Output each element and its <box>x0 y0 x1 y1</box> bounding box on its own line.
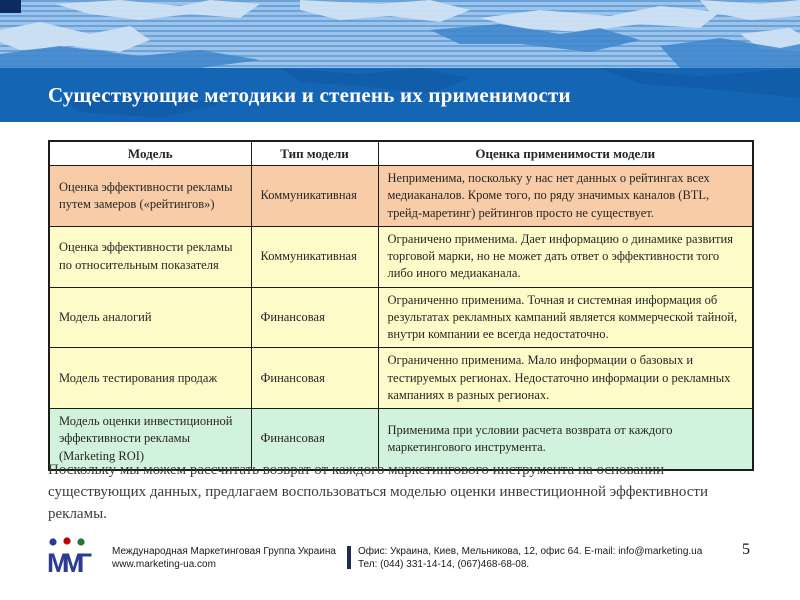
company-website: www.marketing-ua.com <box>112 559 216 570</box>
company-block <box>112 545 336 571</box>
cell-type: Финансовая <box>251 287 378 348</box>
office-address: Офис: Украина, Киев, Мельникова, 12, офис 64. E-mail: info@marketing.ua <box>358 546 703 557</box>
cell-assessment: Ограниченно применима. Точная и системная информация об результатах рекламных кампаний является коммерческой тайной, внутри компании ее всегда недостаточно. <box>378 287 753 348</box>
cell-type: Коммуникативная <box>251 166 378 227</box>
world-map-graphic <box>0 0 800 68</box>
cell-type: Финансовая <box>251 348 378 409</box>
cell-type: Коммуникативная <box>251 226 378 287</box>
mmg-logo <box>46 536 94 578</box>
table-row <box>49 348 753 409</box>
col-header-assessment: Оценка применимости модели <box>378 141 753 166</box>
page-number: 5 <box>742 541 750 558</box>
logo-dot-red <box>63 537 70 544</box>
cell-assessment: Ограничено применима. Дает информацию о динамике развития торговой марки, но не может дать ответ о эффективности того либо иного медиаканала. <box>378 226 753 287</box>
header-world-map <box>0 0 800 68</box>
logo-letters: ММГ <box>47 548 92 578</box>
page-title: Существующие методики и степень их применимости <box>48 82 571 107</box>
company-name: Международная Маркетинговая Группа Украина <box>112 546 336 557</box>
conclusion-paragraph: Поскольку мы можем рассчитать возврат от каждого маркетингового инструмента на основании существующих данных, предлагаем воспользоваться моделью оценки инвестиционной эффективности рекламы. <box>48 462 708 523</box>
cell-assessment: Ограниченно применима. Мало информации о базовых и тестируемых регионах. Недостаточно информации о рекламных кампаниях в разных регионах. <box>378 348 753 409</box>
table-row <box>49 226 753 287</box>
logo-dot-green <box>77 538 84 545</box>
corner-accent-square <box>0 0 21 13</box>
footer-divider <box>347 546 351 569</box>
methods-table <box>48 140 754 471</box>
cell-model: Оценка эффективности рекламы по относительным показателя <box>49 226 251 287</box>
cell-model: Модель оценки инвестиционной эффективности рекламы (Marketing ROI) <box>49 409 251 470</box>
cell-model: Модель аналогий <box>49 287 251 348</box>
office-block <box>358 545 702 571</box>
table-row <box>49 166 753 227</box>
cell-assessment: Неприменима, поскольку у нас нет данных о рейтингах всех медиаканалов. Кроме того, по ряду значимых каналов (BTL, трейд-маретинг) рейтингов просто не существует. <box>378 166 753 227</box>
cell-model: Оценка эффективности рекламы путем замеров («рейтингов») <box>49 166 251 227</box>
logo-dot-blue <box>49 538 56 545</box>
col-header-type: Тип модели <box>251 141 378 166</box>
cell-model: Модель тестирования продаж <box>49 348 251 409</box>
office-phone: Тел: (044) 331-14-14, (067)468-68-08. <box>358 559 530 570</box>
cell-type: Финансовая <box>251 409 378 470</box>
col-header-model: Модель <box>49 141 251 166</box>
footer <box>0 532 800 588</box>
cell-assessment: Применима при условии расчета возврата от каждого маркетингового инструмента. <box>378 409 753 470</box>
title-band <box>0 68 800 122</box>
table-row <box>49 287 753 348</box>
table-header-row <box>49 141 753 166</box>
